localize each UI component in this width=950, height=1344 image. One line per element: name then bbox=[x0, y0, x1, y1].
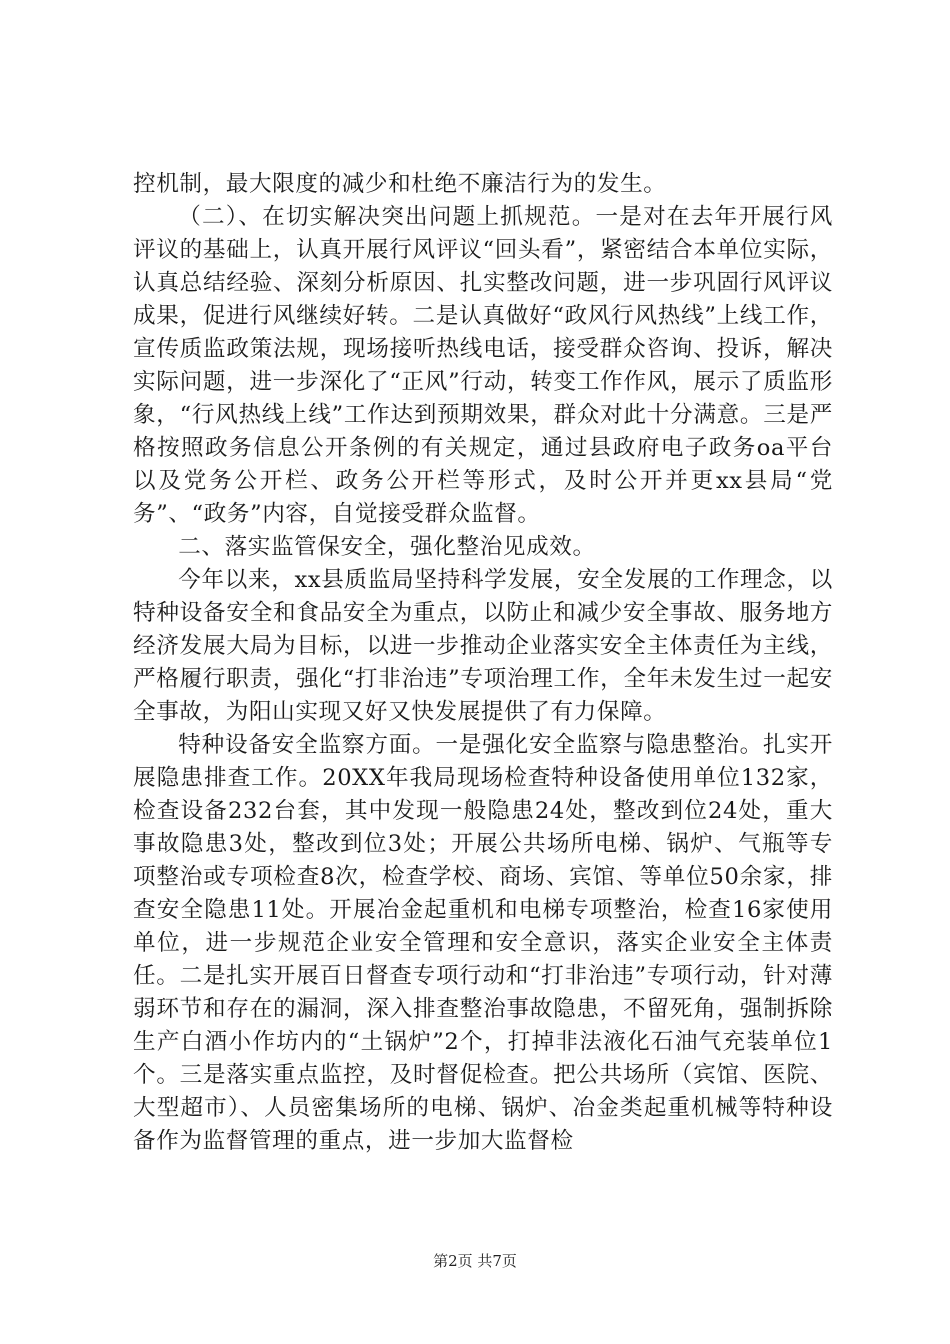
paragraph-3: 今年以来，xx县质监局坚持科学发展，安全发展的工作理念，以特种设备安全和食品安全为重点，以防止和减少安全事故、服务地方经济发展大局为目标，以进一步推动企业落实安全主体责任为主线，严格履行职责，强化“打非治违”专项治理工作，全年未发生过一起安全事故，为阳山实现又好又快发展提供了有力保障。 bbox=[133, 567, 833, 725]
document-body bbox=[133, 168, 833, 1158]
paragraph-2: （二）、在切实解决突出问题上抓规范。一是对在去年开展行风评议的基础上，认真开展行风评议“回头看”，紧密结合本单位实际，认真总结经验、深刻分析原因、扎实整改问题，进一步巩固行风评议成果，促进行风继续好转。二是认真做好“政风行风热线”上线工作，宣传质监政策法规，现场接听热线电话，接受群众咨询、投诉，解决实际问题，进一步深化了“正风”行动，转变工作作风，展示了质监形象，“行风热线上线”工作达到预期效果，群众对此十分满意。三是严格按照政务信息公开条例的有关规定，通过县政府电子政务oa平台以及党务公开栏、政务公开栏等形式，及时公开并更xx县局“党务”、“政务”内容，自觉接受群众监督。 bbox=[133, 204, 833, 527]
section-heading: 二、落实监管保安全，强化整治见成效。 bbox=[178, 534, 596, 560]
page-number-footer: 第2页 共7页 bbox=[433, 1252, 517, 1270]
paragraph-4: 特种设备安全监察方面。一是强化安全监察与隐患整治。扎实开展隐患排查工作。20XX年我局现场检查特种设备使用单位132家，检查设备232台套，其中发现一般隐患24处，整改到位24处，重大事故隐患3处，整改到位3处；开展公共场所电梯、锅炉、气瓶等专项整治或专项检查8次，检查学校、商场、宾馆、等单位50余家，排查安全隐患11处。开展冶金起重机和电梯专项整治，检查16家使用单位，进一步规范企业安全管理和安全意识，落实企业安全主体责任。二是扎实开展百日督查专项行动和“打非治违”专项行动，针对薄弱环节和存在的漏洞，深入排查整治事故隐患，不留死角，强制拆除生产白酒小作坊内的“土锅炉”2个，打掉非法液化石油气充装单位1个。三是落实重点监控，及时督促检查。把公共场所（宾馆、医院、大型超市）、人员密集场所的电梯、锅炉、冶金类起重机械等特种设备作为监督管理的重点，进一步加大监督检 bbox=[133, 732, 833, 1154]
paragraph-1: 控机制，最大限度的减少和杜绝不廉洁行为的发生。 bbox=[133, 171, 667, 197]
